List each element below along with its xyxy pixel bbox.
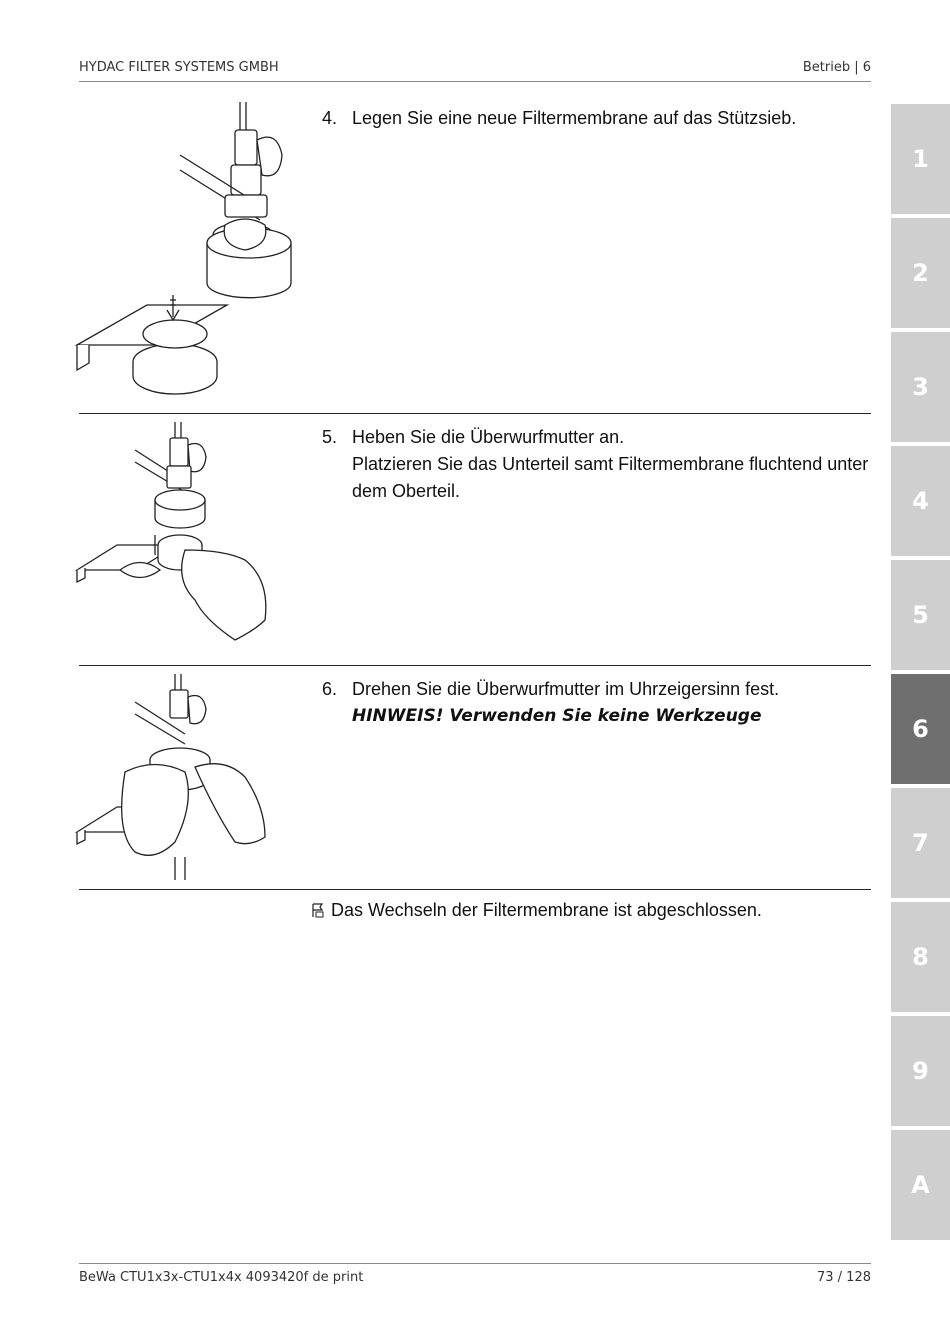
result-text: Das Wechseln der Filtermembrane ist abgeschlossen. [331,900,762,920]
result-line [311,900,762,921]
step-text: Legen Sie eine neue Filtermembrane auf das Stützsieb. [352,108,797,128]
illustration-step-4 [75,100,295,400]
chapter-tab-9[interactable]: 9 [891,1016,950,1126]
chapter-tab-5[interactable]: 5 [891,560,950,670]
chapter-tab-3[interactable]: 3 [891,332,950,442]
step-number: 4. [322,108,338,128]
step-text: Drehen Sie die Überwurfmutter im Uhrzeigersinn fest. [352,679,780,699]
chapter-tab-4[interactable]: 4 [891,446,950,556]
page-number: 73 / 128 [817,1270,871,1285]
step-number: 5. [322,427,338,447]
chapter-tab-a[interactable]: A [891,1130,950,1240]
illustration-step-5 [75,420,295,650]
header-rule [79,81,871,82]
step-divider [79,413,871,414]
chapter-tab-7[interactable]: 7 [891,788,950,898]
footer-document-id: BeWa CTU1x3x-CTU1x4x 4093420f de print [79,1270,364,1285]
chapter-tab-6[interactable]: 6 [891,674,950,784]
step-divider [79,665,871,666]
footer-rule [79,1263,871,1264]
illustration-step-6 [75,672,295,882]
step-note: HINWEIS! Verwenden Sie keine Werkzeuge [352,706,762,726]
step-text: Platzieren Sie das Unterteil samt Filtermembrane fluchtend unter dem Oberteil. [352,454,869,501]
chapter-tab-1[interactable]: 1 [891,104,950,214]
step-text: Heben Sie die Überwurfmutter an. [352,427,625,447]
header-section: Betrieb | 6 [802,60,871,75]
chapter-tab-8[interactable]: 8 [891,902,950,1012]
step-divider [79,889,871,890]
header-company: HYDAC FILTER SYSTEMS GMBH [79,60,279,75]
result-icon [311,903,325,918]
step-number: 6. [322,679,338,699]
chapter-tab-2[interactable]: 2 [891,218,950,328]
